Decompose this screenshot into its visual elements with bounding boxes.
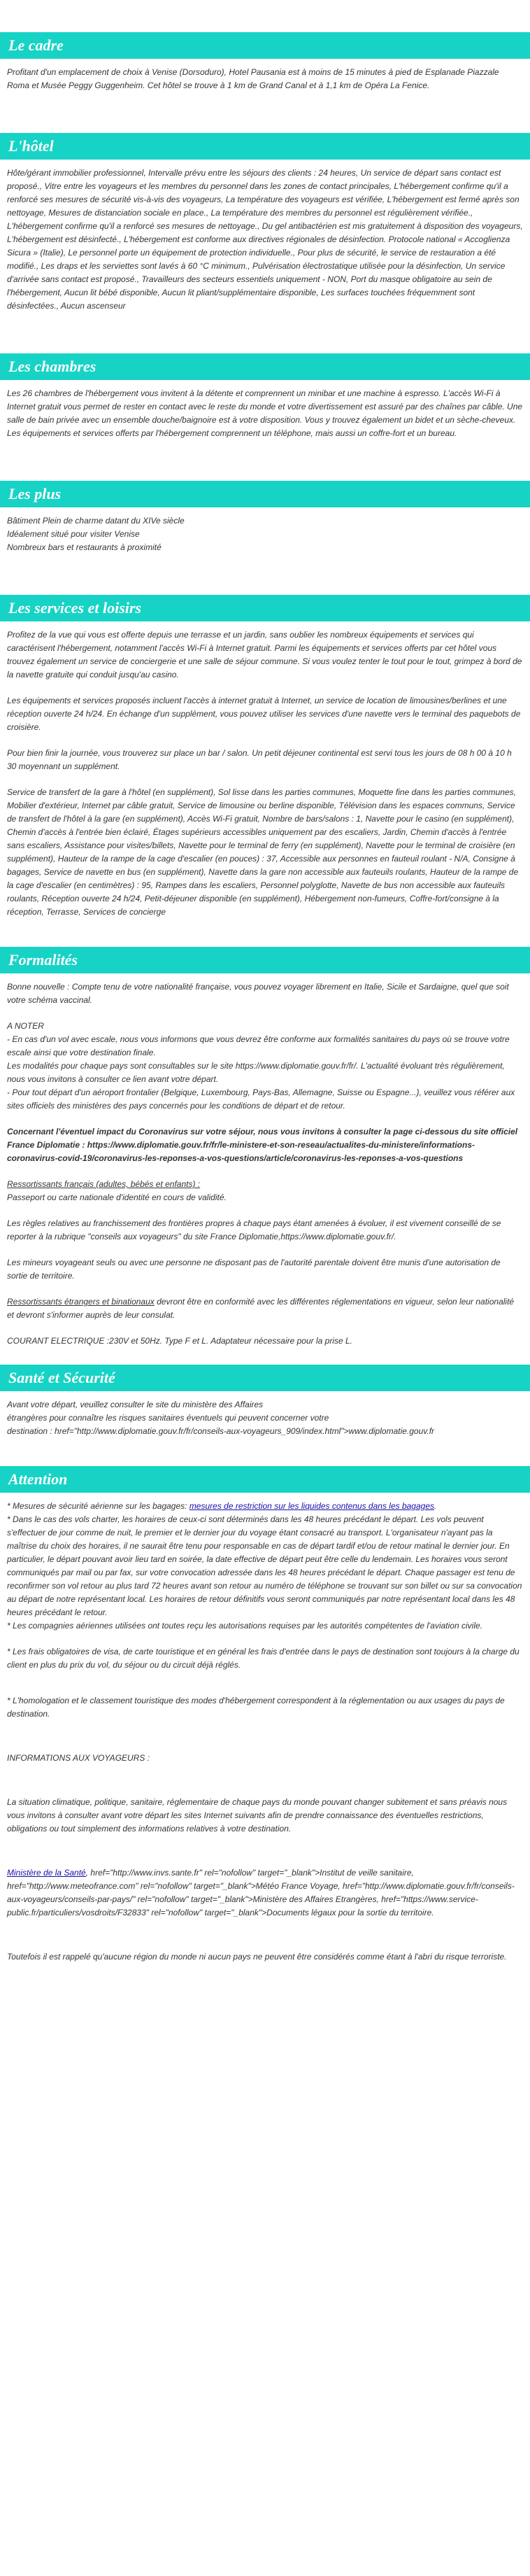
mesures-link[interactable]: mesures de restriction sur les liquides contenus dans les bagages: [189, 1501, 435, 1511]
section-title: Les chambres: [0, 353, 530, 380]
section-cadre: [0, 32, 530, 92]
plus-line: Idéalement situé pour visiter Venise: [7, 529, 140, 539]
etrangers-rest: devront être en conformité avec les différentes réglementations en vigueur, selon leur nationalité et devront s'informer auprès de leur consulat.: [7, 1297, 515, 1320]
homologation-text: * L'homologation et le classement touristique des modes d'hébergement correspondent à la réglementation ou aux usages du pays de destination.: [7, 1696, 505, 1719]
ressortissants-text: Passeport ou carte nationale d'identité en cours de validité.: [7, 1192, 227, 1202]
section-hotel: [0, 133, 530, 313]
note-line: - En cas d'un vol avec escale, nous vous informons que vous devrez être conforme aux formalités sanitaires du pays où se trouve votre escale ainsi que votre destination finale.: [7, 1034, 510, 1057]
formalites-intro: Bonne nouvelle : Compte tenu de votre nationalité française, vous pouvez voyager librement en Italie, Sicile et Sardaigne, quel que soit votre schéma vaccinal.: [7, 982, 509, 1005]
section-attention: [0, 1466, 530, 1964]
section-chambres: [0, 353, 530, 440]
section-sante: [0, 1365, 530, 1438]
section-services: [0, 595, 530, 919]
covid-notice: [7, 1125, 523, 1165]
hotel-text: Hôte/gérant immobilier professionnel, Intervalle prévu entre les séjours des clients : 24 heures, Un service de départ sans contact est proposé., Vitre entre les voyageurs et les membres du personnel dans les zones de contact principales, L'hébergement confirme qu'il a renforcé ses mesures de sécurité vis-à-vis des voyageurs, La température des voyageurs est vérifiée, L'hébergement est fermé après son nettoyage, Mesures de distanciation sociale en place., La température des membres du personnel est régulièrement vérifiée., L'hébergement confirme qu'il a renforcé ses mesures de nettoyage., Du gel antibactérien est mis gratuitement à disposition des voyageurs, L'hébergement est désinfecté., L'hébergement est conforme aux directives régionales de désinfection. Protocole national « Accoglienza Sicura » (Italie), Le personnel porte un équipement de protection individuelle., Pour plus de sécurité, le service de restauration a été modifié., Les draps et les serviettes sont lavés à 60 °C minimum., Pulvérisation électrostatique utilisée pour la désinfection, Un service d'arrivée sans contact est proposé., Travailleurs des secteurs essentiels uniquement - NON, Port du masque obligatoire au sein de l'hébergement, Aucun lit bébé disponible, Aucun lit pliant/supplémentaire disponible, Les surfaces touchées fréquemment sont désinfectées., Aucun ascenseur: [7, 168, 523, 311]
section-title: Les services et loisirs: [0, 595, 530, 621]
chambres-text: Les 26 chambres de l'hébergement vous invitent à la détente et comprennent un minibar et une machine à espresso. L'accès Wi-Fi à Internet gratuit vous permet de rester en contact avec le reste du monde et votre divertissement est assuré par des chaînes par câble. Une salle de bain privée avec un ensemble douche/baignoire est à votre disposition. Vous y trouvez également un bidet et un sèche-cheveux. Les équipements et services offerts par l'hébergement comprennent un téléphone, mais aussi un coffre-fort et un bureau.: [7, 388, 523, 438]
mesures-prefix: * Mesures de sécurité aérienne sur les bagages:: [7, 1501, 189, 1511]
infos-title: INFORMATIONS AUX VOYAGEURS :: [7, 1753, 150, 1763]
etrangers-underlined: Ressortissants étrangers et binationaux: [7, 1297, 155, 1307]
section-title: Le cadre: [0, 32, 530, 59]
ressortissants-title-text: Ressortissants français (adultes, bébés et enfants) :: [7, 1179, 201, 1189]
section-title: Formalités: [0, 947, 530, 973]
note-line: - Pour tout départ d'un aéroport frontalier (Belgique, Luxembourg, Pays-Bas, Allemagne, Suisse ou Espagne...), veuillez vous référer aux sites officiels des ministères des pays concernés pour les conditions de départ et de retour.: [7, 1088, 515, 1111]
section-formalites: [0, 947, 530, 1348]
section-title: L'hôtel: [0, 133, 530, 160]
ministere-link[interactable]: Ministère de la Santé: [7, 1868, 86, 1878]
mineurs-text: Les mineurs voyageant seuls ou avec une personne ne disposant pas de l'autorité parentale doivent être munis d'une autorisation de sortie de territoire.: [7, 1258, 501, 1281]
mesures-text: [7, 1500, 523, 1513]
ministere-rest: , href="http://www.invs.sante.fr" rel="nofollow" target="_blank">Institut de veille sanitaire, href="http://www.meteofrance.com" rel="nofollow" target="_blank">Météo France Voyage, href="http://www.diplomatie.gouv.fr/fr/conseils-aux-voyageurs/conseils-par-pays/" rel="nofollow" target="_blank">Ministère des Affaires Etrangères, href="https://www.service-public.fr/particuliers/vosdroits/F32833" rel="nofollow" target="_blank">Documents légaux pour la sortie du territoire.: [7, 1868, 515, 1917]
courant-text: COURANT ELECTRIQUE :230V et 50Hz. Type F et L. Adaptateur nécessaire pour la prise L.: [7, 1336, 352, 1346]
compagnies-text: * Les compagnies aériennes utilisées ont toutes reçu les autorisations requises par les autorités compétentes de l'aviation civile.: [7, 1621, 482, 1631]
sante-line: Avant votre départ, veuillez consulter le site du ministère des Affaires: [7, 1400, 264, 1409]
ministere-text: [7, 1866, 523, 1920]
sante-line: étrangères pour connaître les risques sanitaires éventuels qui peuvent concerner votre: [7, 1413, 329, 1423]
regles-text: Les règles relatives au franchissement des frontières propres à chaque pays étant amenées à évoluer, il est vivement conseillé de se reporter à la rubrique "conseils aux voyageurs" du site France Diplomatie,https://www.diplomatie.gouv.fr/.: [7, 1218, 501, 1241]
services-paragraph: Pour bien finir la journée, vous trouverez sur place un bar / salon. Un petit déjeuner continental est servi tous les jours de 08 h 00 à 10 h 30 moyennant un supplément.: [7, 748, 512, 771]
ressortissants-title: [7, 1178, 523, 1191]
plus-line: Nombreux bars et restaurants à proximité: [7, 542, 162, 552]
charter-text: * Dans le cas des vols charter, les horaires de ceux-ci sont déterminés dans les 48 heures précédant le départ. Les vols peuvent s'effectuer de jour comme de nuit, le premier et le dernier jour du voyage étant consacré au transport. L'organisateur n'ayant pas la maîtrise du choix des horaires, il ne saurait être tenu pour responsable en cas de départ tardif et/ou de retour matinal le dernier jour. En particulier, le départ pouvant avoir lieu tard en soirée, la date effective de départ peut être celle du lendemain. Les horaires vous seront communiqués par mail ou par fax, sur votre convocation adressée dans les 48 heures précédant le départ. Chaque passager est tenu de reconfirmer son vol retour au plus tard 72 heures avant son retour au numéro de téléphone se trouvant sur son billet ou sur sa convocation au départ de notre représentant local. Les horaires de retour définitifs vous seront communiqués par notre représentant local dans les 48 heures précédant le retour.: [7, 1514, 522, 1617]
etrangers-text: [7, 1295, 523, 1322]
services-paragraph: Les équipements et services proposés incluent l'accès à internet gratuit à Internet, un service de location de limousines/berlines et une réception ouverte 24 h/24. En échange d'un supplément, vous pouvez utiliser les services d'une navette vers le terminal des paquebots de croisière.: [7, 696, 521, 732]
services-paragraph: Profitez de la vue qui vous est offerte depuis une terrasse et un jardin, sans oublier les nombreux équipements et services qui caractérisent l'hébergement, notamment l'accès Wi-Fi à Internet gratuit. Parmi les équipements et services offerts par cet hôtel vous trouvez également un service de conciergerie et une salle de séjour commune. Si vous voulez tenter le tout pour le tout, grimpez à bord de la navette gratuite qui conduit jusqu'au casino.: [7, 630, 522, 680]
services-list: Service de transfert de la gare à l'hôtel (en supplément), Sol lisse dans les parties communes, Moquette fine dans les parties communes, Mobilier d'extérieur, Internet par câble gratuit, Service de limousine ou berline disponible, Télévision dans les espaces communs, Service de transfert de l'hôtel à la gare (en supplément), Accès Wi-Fi gratuit, Nombre de bars/salons : 1, Navette pour le casino (en supplément), Chemin d'accès à l'entrée bien éclairé, Étages supérieurs accessibles uniquement par des escaliers, Jardin, Chemin d'accès à l'entrée sans escaliers, Assistance pour visites/billets, Navette pour le terminal de ferry (en supplément), Navette pour le terminal de croisière (en supplément), Hauteur de la rampe de la cage d'escalier (en pouces) : 37, Accessible aux personnes en fauteuil roulant - N/A, Consigne à bagages, Service de navette en bus (en supplément), Navette dans la gare non accessible aux fauteuils roulants, Hauteur de la rampe de la cage d'escalier (en centimètres) : 95, Rampes dans les escaliers, Personnel polyglotte, Navette de bus non accessible aux fauteuils roulants, Réception ouverte 24 h/24, Petit-déjeuner disponible (en supplément), Hébergement non-fumeurs, Coffre-fort/consigne à la réception, Terrasse, Services de concierge: [7, 787, 519, 917]
section-plus: [0, 481, 530, 554]
terrorisme-text: Toutefois il est rappelé qu'aucune région du monde ni aucun pays ne peuvent être considérés comme étant à l'abri du risque terroriste.: [7, 1952, 507, 1962]
section-title: Attention: [0, 1466, 530, 1493]
section-title: Les plus: [0, 481, 530, 507]
situation-text: La situation climatique, politique, sanitaire, réglementaire de chaque pays du monde pouvant changer subitement et sans préavis nous vous invitons à consulter avant votre départ les sites Internet suivants afin de prendre connaissance des éventuelles restrictions, obligations ou tout simplement des informations relatives à votre destination.: [7, 1797, 508, 1834]
plus-line: Bâtiment Plein de charme datant du XIVe siècle: [7, 516, 185, 526]
frais-text: * Les frais obligatoires de visa, de carte touristique et en général les frais d'entrée dans le pays de destination sont toujours à la charge du client en plus du prix du vol, du séjour ou du circuit déjà réglés.: [7, 1647, 520, 1670]
note-title: A NOTER: [7, 1021, 44, 1031]
section-title: Santé et Sécurité: [0, 1365, 530, 1391]
cadre-text: Profitant d'un emplacement de choix à Venise (Dorsoduro), Hotel Pausania est à moins de 15 minutes à pied de Esplanade Piazzale Roma et Musée Peggy Guggenheim. Cet hôtel se trouve à 1 km de Grand Canal et à 1,1 km de Opéra La Fenice.: [7, 67, 499, 90]
sante-line: destination : href="http://www.diplomatie.gouv.fr/fr/conseils-aux-voyageurs_909/index.html">www.diplomatie.gouv.fr: [7, 1426, 435, 1436]
mesures-suffix: .: [434, 1501, 437, 1511]
note-line: Les modalités pour chaque pays sont consultables sur le site https://www.diplomatie.gouv.fr/fr/. L'actualité évoluant très régulièrement, nous vous invitons à consulter ce lien avant votre départ.: [7, 1061, 505, 1084]
covid-bold-text: Concernant l'éventuel impact du Coronavirus sur votre séjour, nous vous invitons à consulter la page ci-dessous du site officiel France Diplomatie : https://www.diplomatie.gouv.fr/fr/le-ministere-et-son-reseau/actualites-du-ministere/informations-coronavirus-covid-19/coronavirus-les-reponses-a-vos-questions/article/coronavirus-les-reponses-a-vos-questions: [7, 1127, 518, 1163]
